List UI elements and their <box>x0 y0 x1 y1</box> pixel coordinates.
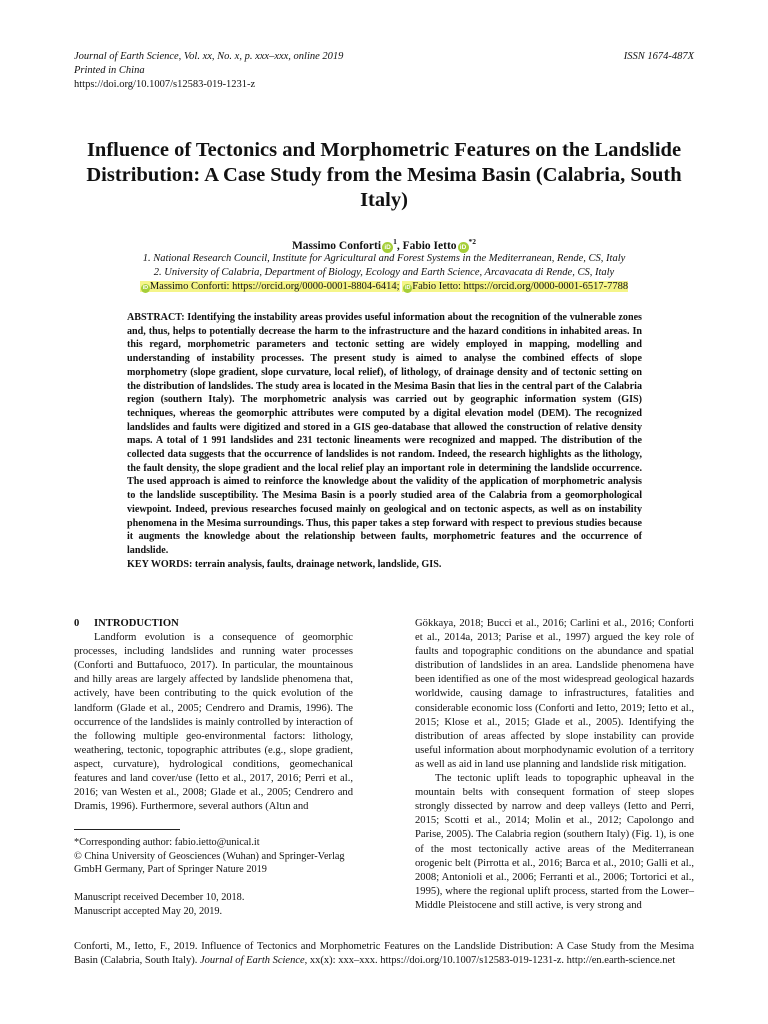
issn: ISSN 1674-487X <box>623 51 694 62</box>
affiliation-1: 1. National Research Council, Institute for Agricultural and Forest Systems in the Mediterranean, Rende, CS, Italy <box>142 253 626 264</box>
section-heading <box>74 617 353 631</box>
orcid-line <box>74 280 694 293</box>
accepted-date: Manuscript accepted May 20, 2019. <box>74 905 223 917</box>
doi-link[interactable]: https://doi.org/10.1007/s12583-019-1231-z <box>74 79 256 90</box>
orcid-icon[interactable]: iD <box>458 242 469 253</box>
orcid-icon[interactable]: iD <box>404 285 411 291</box>
orcid-link-2[interactable]: Fabio Ietto: https://orcid.org/0000-0001-6517-7788 <box>412 281 629 292</box>
orcid-link-1[interactable]: Massimo Conforti: https://orcid.org/0000-0001-8804-6414; <box>149 281 400 292</box>
author-separator: , <box>396 239 403 252</box>
orcid-icon[interactable]: iD <box>382 242 393 253</box>
journal-line: Journal of Earth Science, Vol. xx, No. x, p. xxx–xxx, online 2019 <box>74 51 344 62</box>
running-header <box>74 50 343 92</box>
abstract-text: ABSTRACT: Identifying the instability areas provides useful information about the recognition of the vulnerable zones and, thus, helps to potentially decrease the harm to the infrastructure and the hazard conditions in inhabited areas. In this regard, morphometric parameters and tectonic setting are widely employed in mapping, modelling and understanding of instability processes. The present study is aimed to analyse the combined effects of slope morphometry (slope gradient, slope curvature, local relief), of lithology, of drainage density and of tectonic setting on the distribution of landslides. The study area is located in the Mesima Basin that lies in the central part of the Calabria region (southern Italy). The morphometric analysis was carried out by geographic information system (GIS) techniques, whereas the geomorphic attributes were computed by a digital elevation model (DEM). The recognized landslides and faults were digitized and stored in a GIS geo-database that allowed the construction of relative density maps. A total of 1 991 landslides and 231 tectonic lineaments were recognized and mapped. The distribution of the collected data suggests that the occurrence of landslides is not random. Indeed, the research highlights as the lithology, the fault density, the slope gradient and the local relief play an important role in determining the landslide occurrence. The used approach is aimed to reinforce the knowledge about the validity of the application of morphometric analysis to the landslide susceptibility. The Mesima Basin is a poorly studied area of the Calabria from a geomorphological viewpoint. Indeed, previous researches focused mainly on geological and on tectonic aspects, as well as on instability phenomena in the Mesima surroundings. Thus, this paper takes a step forward with respect to previous studies because it augments the knowledge about the relationship between faults, morphometric features and the occurrence of landslide. <box>127 312 642 556</box>
author-2-affil-mark: *2 <box>468 237 477 246</box>
intro-paragraph-2: The tectonic uplift leads to topographic upheaval in the mountain belts with consequent formation of steep slopes strongly dissected by narrow and deep valleys (Ietto and Perri, 2015; Scotti et al., 2014; Molin et al., 2012; Capolongo and Parise, 2005). The Calabria region (southern Italy) (Fig. 1), is one of the most tectonically active areas of the Mediterranean orogenic belt (Pirrotta et al., 2016; Barca et al., 2010; Galli et al., 2008; Antonioli et al., 2006; Ferranti et al., 2006; Tortorici et al., 1995), where the regional uplift process, started from the Lower–Middle Pleistocene and still active, is very strong and <box>415 773 694 911</box>
copyright-notice: © China University of Geosciences (Wuhan) and Springer-Verlag GmbH Germany, Part of Springer Nature 2019 <box>74 850 345 875</box>
author-line <box>74 234 694 254</box>
orcid-icon[interactable]: iD <box>142 285 149 291</box>
citation <box>74 940 694 968</box>
printed-line: Printed in China <box>74 65 145 76</box>
citation-journal: Journal of Earth Science <box>199 955 305 966</box>
keywords: KEY WORDS: terrain analysis, faults, drainage network, landslide, GIS. <box>127 558 442 570</box>
citation-prefix: Conforti, M., Ietto, F., 2019. Influence of Tectonics and Morphometric Features on the Landslide Distribution: A Case Study from the Mesima Basin (Calabria, South Italy). <box>74 941 694 966</box>
abstract <box>127 311 642 571</box>
manuscript-dates <box>74 891 364 918</box>
citation-suffix[interactable]: , xx(x): xxx–xxx. https://doi.org/10.1007/s12583-019-1231-z. http://en.earth-science.net <box>304 955 676 966</box>
footnote-block <box>74 836 364 877</box>
orcid-highlight <box>402 281 628 292</box>
paper-title: Influence of Tectonics and Morphometric Features on the Landslide Distribution: A Case Study from the Mesima Basin (Calabria, South Italy) <box>86 139 682 211</box>
intro-paragraph-1: Landform evolution is a consequence of geomorphic processes, including landslides and running water processes (Conforti and Buttafuoco, 2017). In particular, the mountainous and hilly areas are largely affected by landslide phenomena that, actively, have been contributing to the quick evolution of the landform (Glade et al., 2005; Cendrero and Dramis, 1996). The occurrence of the landslides is mainly controlled by interaction of the following multiple geo-environmental factors: lithology, weathering, tectonic, topographic attributes (e.g., slope gradient, aspect, curvature), hydrological conditions, geomechanical features and land cover/use (Ietto et al., 2017, 2016; Perri et al., 2016; van Westen et al., 2008; Glade et al., 2005; Cendrero and Dramis, 1996). Furthermore, several authors (Altın and <box>74 632 353 813</box>
section-title: INTRODUCTION <box>94 618 179 629</box>
author-1-name: Massimo Conforti <box>291 239 382 252</box>
left-column <box>74 617 353 814</box>
received-date: Manuscript received December 10, 2018. <box>74 892 245 903</box>
orcid-highlight <box>140 281 400 292</box>
affiliation-2: 2. University of Calabria, Department of Biology, Ecology and Earth Science, Arcavacata di Rende, CS, Italy <box>153 267 615 278</box>
footnote-divider <box>74 829 180 830</box>
author-2-name: Fabio Ietto <box>402 239 457 252</box>
corresponding-author: *Corresponding author: fabio.ietto@unical.it <box>74 837 260 848</box>
author-1-affil-mark: 1 <box>393 237 397 246</box>
intro-paragraph-continued: Gökkaya, 2018; Bucci et al., 2016; Carlini et al., 2016; Conforti et al., 2014a, 2013; Parise et al., 1997) argued the key role of faults and topographic conditions on the abundance and spatial distribution of landslides in an area. Landslide phenomena have been identified as one of the most widespread geological hazards worldwide, causing damage to infrastructures, fatalities and considerable economic loss (Conforti and Ietto, 2019; Ietto et al., 2015; Klose et al., 2015; Glade et al., 2005). Identifying the distribution of areas affected by slope instability can provide useful information about morphodynamic evolution of a territory as well as aid in land use planning and landslide risk mitigation. <box>415 618 694 770</box>
section-number: 0 <box>74 618 80 629</box>
right-column <box>415 617 694 913</box>
